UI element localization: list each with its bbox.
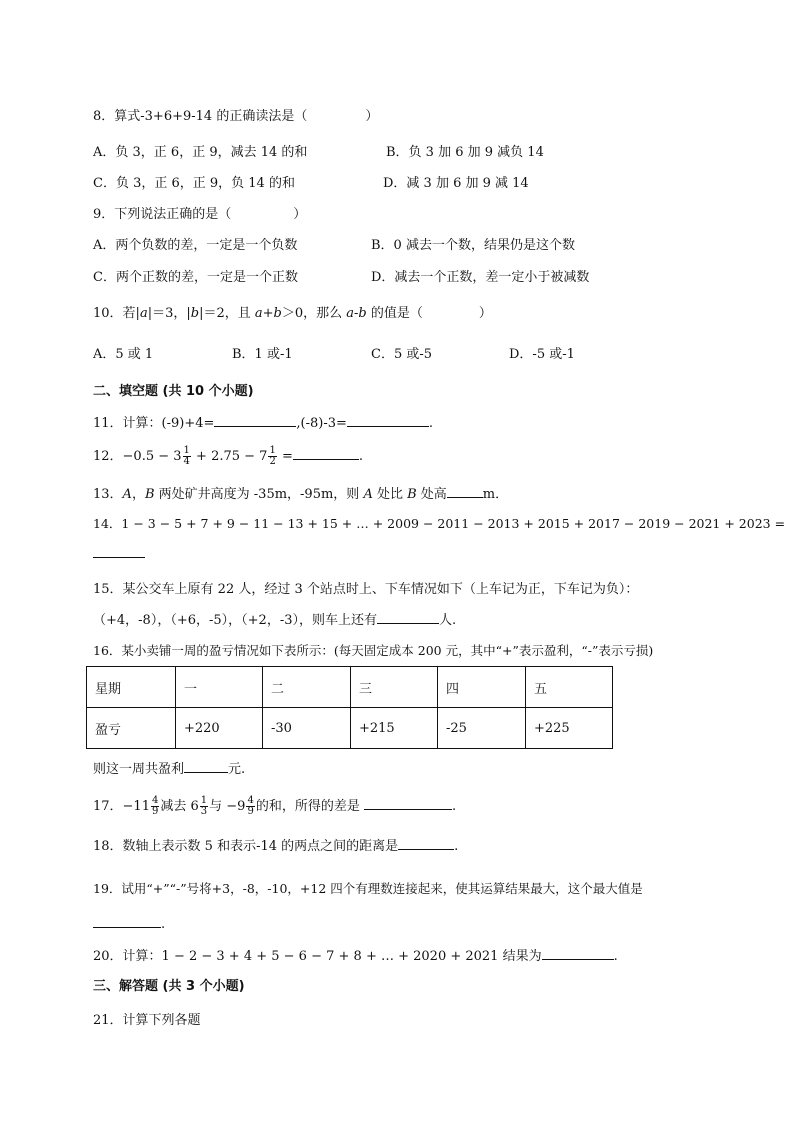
- question-17: 17．−11 $\frac{4}{9}$ 减去 6 $\frac{1}{3}$ 与 −9 $\frac{4}{9}$ 的和，所得的差是 .: [93, 795, 457, 817]
- question-10-option-c[interactable]: C．5 或-5: [371, 347, 433, 362]
- question-10-option-a[interactable]: A．5 或 1: [93, 347, 154, 362]
- answer-blank[interactable]: [347, 414, 429, 427]
- table-cell: 五: [526, 667, 613, 708]
- table-cell: +220: [176, 708, 263, 749]
- question-9-option-d[interactable]: D．减去一个正数，差一定小于被减数: [371, 270, 590, 285]
- answer-blank[interactable]: [93, 545, 145, 558]
- question-9-stem: 9．下列说法正确的是（ ）: [93, 207, 307, 222]
- section-3-heading: 三、解答题 (共 3 个小题): [93, 979, 245, 994]
- table-cell: 盈亏: [87, 708, 176, 749]
- question-9-option-c[interactable]: C．两个正数的差，一定是一个正数: [93, 270, 298, 285]
- question-14: 14．1 − 3 − 5 + 7 + 9 − 11 − 13 + 15 + … + 2009 − 2011 − 2013 + 2015 + 2017 − 2019 − 2021 + 2023 =: [93, 516, 786, 531]
- answer-blank[interactable]: [364, 797, 452, 810]
- question-10-option-b[interactable]: B．1 或-1: [232, 347, 293, 362]
- question-15-line-2: （+4，-8），（+6，-5），（+2，-3），则车上还有 人.: [93, 613, 457, 628]
- question-18: 18．数轴上表示数 5 和表示-14 的两点之间的距离是 .: [93, 839, 459, 854]
- table-cell: 星期: [87, 667, 176, 708]
- section-2-heading: 二、填空题 (共 10 个小题): [93, 384, 254, 399]
- question-8-option-b[interactable]: B．负 3 加 6 加 9 减负 14: [386, 145, 544, 160]
- answer-blank[interactable]: [184, 760, 228, 773]
- question-10-stem: 10．若|a|＝3，|b|＝2，且 a+b＞0，那么 a-b 的值是（ ）: [93, 306, 492, 321]
- answer-blank[interactable]: [93, 915, 161, 928]
- question-11: 11．计算：(-9)+4= ,(-8)-3= .: [93, 416, 434, 431]
- question-8-stem: 8．算式-3+6+9-14 的正确读法是（ ）: [93, 109, 379, 124]
- table-cell: +215: [351, 708, 438, 749]
- answer-blank[interactable]: [377, 611, 439, 624]
- table-cell: 一: [176, 667, 263, 708]
- question-14-blank-line: [93, 545, 145, 564]
- answer-blank[interactable]: [214, 414, 296, 427]
- fraction: $\frac{1}{2}$: [269, 445, 276, 467]
- question-19: 19．试用“+”“-”号将+3，-8，-10，+12 四个有理数连接起来，使其运算结果最大，这个最大值是: [93, 881, 643, 896]
- table-cell: 二: [263, 667, 351, 708]
- question-20: 20．计算：1 − 2 − 3 + 4 + 5 − 6 − 7 + 8 + … + 2020 + 2021 结果为 .: [93, 949, 618, 964]
- question-15-line-1: 15．某公交车上原有 22 人，经过 3 个站点时上、下车情况如下（上车记为正，下车记为负）：: [93, 582, 639, 597]
- question-8-option-a[interactable]: A．负 3，正 6，正 9，减去 14 的和: [93, 145, 308, 160]
- table-cell: -30: [263, 708, 351, 749]
- question-16-stem: 16．某小卖铺一周的盈亏情况如下表所示：(每天固定成本 200 元，其中“+”表示盈利，“-”表示亏损): [93, 643, 654, 658]
- question-12: 12．−0.5 − 3 $\frac{1}{4}$ + 2.75 − 7 $\frac{1}{2}$ = .: [93, 445, 363, 467]
- question-21: 21．计算下列各题: [93, 1013, 201, 1028]
- profit-loss-table: [86, 666, 613, 749]
- question-8-option-c[interactable]: C．负 3，正 6，正 9，负 14 的和: [93, 176, 295, 191]
- question-13: 13．A，B 两处矿井高度为 -35m，-95m，则 A 处比 B 处高 m．: [93, 487, 509, 502]
- question-9-option-b[interactable]: B．0 减去一个数，结果仍是这个数: [371, 238, 575, 253]
- table-cell: +225: [526, 708, 613, 749]
- table-cell: 三: [351, 667, 438, 708]
- question-19-blank-line: .: [93, 915, 165, 934]
- fraction: $\frac{4}{9}$: [247, 795, 254, 817]
- question-10-option-d[interactable]: D．-5 或-1: [509, 347, 575, 362]
- table-header-row: [87, 667, 613, 708]
- question-16-answer: 则这一周共盈利 元.: [93, 762, 246, 777]
- table-cell: -25: [438, 708, 526, 749]
- answer-blank[interactable]: [293, 447, 359, 460]
- answer-blank[interactable]: [398, 837, 454, 850]
- fraction: $\frac{4}{9}$: [151, 795, 159, 817]
- answer-blank[interactable]: [447, 485, 483, 498]
- question-9-option-a[interactable]: A．两个负数的差，一定是一个负数: [93, 238, 298, 253]
- answer-blank[interactable]: [542, 947, 614, 960]
- table-cell: 四: [438, 667, 526, 708]
- fraction: $\frac{1}{3}$: [200, 795, 208, 817]
- fraction: $\frac{1}{4}$: [183, 445, 190, 467]
- question-8-option-d[interactable]: D．减 3 加 6 加 9 减 14: [383, 176, 529, 191]
- table-row: [87, 708, 613, 749]
